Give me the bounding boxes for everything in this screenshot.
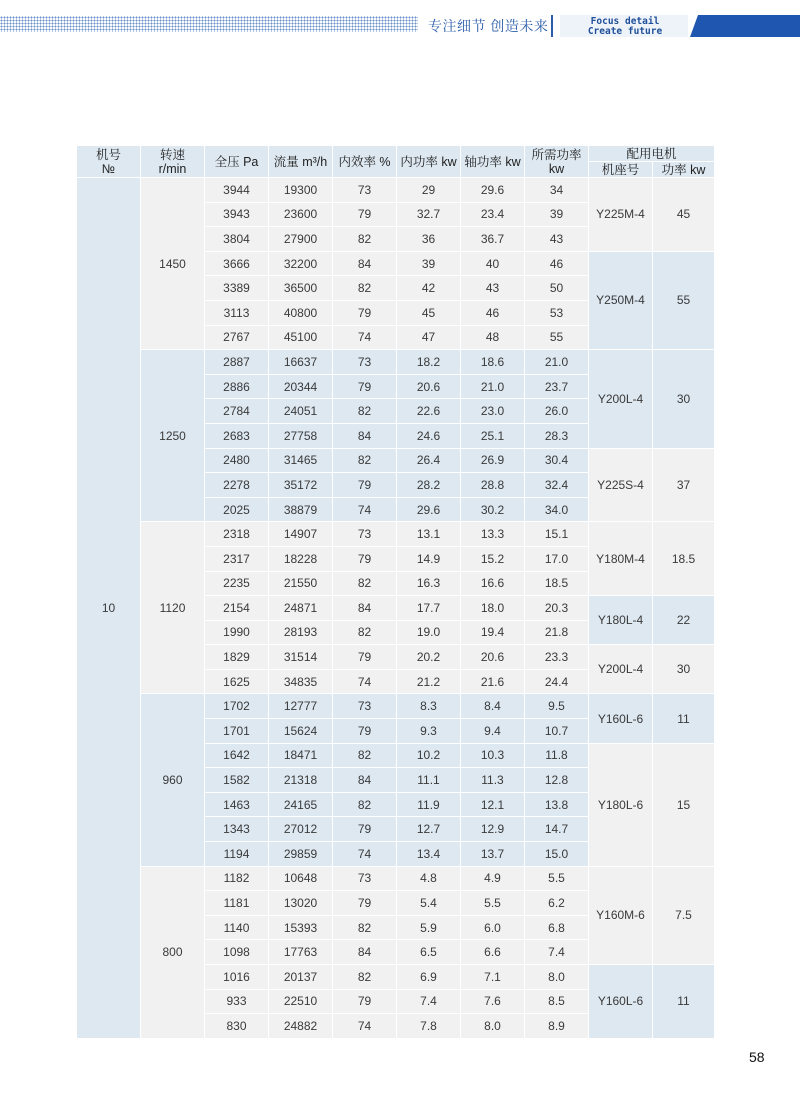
cell-efficiency: 82 <box>333 276 397 301</box>
dot-pattern-decoration <box>0 16 418 32</box>
cell-motor-frame: Y180L-4 <box>589 596 653 645</box>
cell-pressure: 3666 <box>205 251 269 276</box>
cell-model-no: 10 <box>77 178 141 1039</box>
cell-efficiency: 79 <box>333 989 397 1014</box>
cell-efficiency: 79 <box>333 546 397 571</box>
header-motor-frame: 机座号 <box>589 162 653 178</box>
header-flow: 流量 m³/h <box>269 146 333 178</box>
cell-required-power: 8.0 <box>525 965 589 990</box>
cell-efficiency: 79 <box>333 202 397 227</box>
cell-efficiency: 82 <box>333 915 397 940</box>
cell-internal-power: 16.3 <box>397 571 461 596</box>
cell-flow: 20344 <box>269 374 333 399</box>
cell-internal-power: 22.6 <box>397 399 461 424</box>
cell-pressure: 1016 <box>205 965 269 990</box>
cell-internal-power: 19.0 <box>397 620 461 645</box>
cell-efficiency: 74 <box>333 325 397 350</box>
cell-shaft-power: 6.6 <box>461 940 525 965</box>
cell-shaft-power: 8.0 <box>461 1014 525 1039</box>
table-row <box>77 350 715 375</box>
cell-efficiency: 84 <box>333 768 397 793</box>
cell-motor-power: 11 <box>653 965 715 1039</box>
cell-internal-power: 26.4 <box>397 448 461 473</box>
cell-required-power: 26.0 <box>525 399 589 424</box>
cell-shaft-power: 28.8 <box>461 473 525 498</box>
cell-flow: 27900 <box>269 227 333 252</box>
cell-shaft-power: 30.2 <box>461 497 525 522</box>
cell-flow: 23600 <box>269 202 333 227</box>
cell-required-power: 34.0 <box>525 497 589 522</box>
cell-flow: 14907 <box>269 522 333 547</box>
cell-shaft-power: 15.2 <box>461 546 525 571</box>
cell-motor-power: 7.5 <box>653 866 715 964</box>
cell-shaft-power: 13.7 <box>461 842 525 867</box>
cell-efficiency: 82 <box>333 399 397 424</box>
cell-required-power: 46 <box>525 251 589 276</box>
cell-efficiency: 82 <box>333 965 397 990</box>
cell-shaft-power: 13.3 <box>461 522 525 547</box>
cell-shaft-power: 12.1 <box>461 792 525 817</box>
cell-flow: 18471 <box>269 743 333 768</box>
cell-shaft-power: 23.0 <box>461 399 525 424</box>
cell-efficiency: 73 <box>333 522 397 547</box>
cell-flow: 10648 <box>269 866 333 891</box>
cell-required-power: 23.7 <box>525 374 589 399</box>
cell-speed: 1250 <box>141 350 205 522</box>
cell-shaft-power: 7.1 <box>461 965 525 990</box>
cell-internal-power: 14.9 <box>397 546 461 571</box>
cell-efficiency: 79 <box>333 891 397 916</box>
header-english-slogan <box>566 17 684 37</box>
cell-motor-frame: Y160L-6 <box>589 694 653 743</box>
cell-shaft-power: 43 <box>461 276 525 301</box>
header-required-power-line2: kw <box>548 161 565 176</box>
cell-flow: 27758 <box>269 423 333 448</box>
cell-pressure: 1343 <box>205 817 269 842</box>
cell-internal-power: 4.8 <box>397 866 461 891</box>
cell-pressure: 2887 <box>205 350 269 375</box>
cell-flow: 19300 <box>269 178 333 203</box>
cell-efficiency: 74 <box>333 1014 397 1039</box>
cell-flow: 24882 <box>269 1014 333 1039</box>
cell-required-power: 6.8 <box>525 915 589 940</box>
cell-efficiency: 82 <box>333 792 397 817</box>
cell-internal-power: 21.2 <box>397 669 461 694</box>
cell-pressure: 1098 <box>205 940 269 965</box>
header-blue-stripe <box>690 15 800 37</box>
cell-efficiency: 84 <box>333 423 397 448</box>
cell-shaft-power: 6.0 <box>461 915 525 940</box>
cell-internal-power: 5.9 <box>397 915 461 940</box>
header-required-power-line1: 所需功率 <box>531 147 582 162</box>
cell-required-power: 32.4 <box>525 473 589 498</box>
cell-internal-power: 5.4 <box>397 891 461 916</box>
cell-required-power: 18.5 <box>525 571 589 596</box>
cell-required-power: 8.9 <box>525 1014 589 1039</box>
cell-shaft-power: 29.6 <box>461 178 525 203</box>
cell-shaft-power: 16.6 <box>461 571 525 596</box>
fan-performance-table <box>76 145 715 1039</box>
cell-efficiency: 74 <box>333 497 397 522</box>
cell-internal-power: 6.9 <box>397 965 461 990</box>
cell-internal-power: 32.7 <box>397 202 461 227</box>
header-speed-line1: 转速 <box>159 147 185 162</box>
cell-flow: 15393 <box>269 915 333 940</box>
cell-pressure: 1701 <box>205 719 269 744</box>
cell-shaft-power: 40 <box>461 251 525 276</box>
header-efficiency: 内效率 % <box>333 146 397 178</box>
cell-internal-power: 45 <box>397 300 461 325</box>
cell-pressure: 1182 <box>205 866 269 891</box>
cell-efficiency: 79 <box>333 300 397 325</box>
cell-motor-power: 15 <box>653 743 715 866</box>
header-motor: 配用电机 <box>589 146 715 162</box>
cell-efficiency: 74 <box>333 669 397 694</box>
cell-internal-power: 29.6 <box>397 497 461 522</box>
cell-shaft-power: 5.5 <box>461 891 525 916</box>
cell-pressure: 2767 <box>205 325 269 350</box>
cell-flow: 29859 <box>269 842 333 867</box>
cell-shaft-power: 18.6 <box>461 350 525 375</box>
cell-shaft-power: 36.7 <box>461 227 525 252</box>
cell-motor-frame: Y200L-4 <box>589 645 653 694</box>
cell-shaft-power: 7.6 <box>461 989 525 1014</box>
cell-motor-frame: Y225M-4 <box>589 178 653 252</box>
cell-flow: 24165 <box>269 792 333 817</box>
cell-pressure: 1702 <box>205 694 269 719</box>
header-en-line2: Create future <box>587 26 663 37</box>
cell-motor-frame: Y200L-4 <box>589 350 653 448</box>
cell-motor-power: 30 <box>653 645 715 694</box>
cell-shaft-power: 8.4 <box>461 694 525 719</box>
cell-internal-power: 7.4 <box>397 989 461 1014</box>
cell-required-power: 53 <box>525 300 589 325</box>
header-pressure: 全压 Pa <box>205 146 269 178</box>
cell-pressure: 3944 <box>205 178 269 203</box>
cell-required-power: 11.8 <box>525 743 589 768</box>
cell-flow: 45100 <box>269 325 333 350</box>
cell-efficiency: 79 <box>333 473 397 498</box>
cell-flow: 36500 <box>269 276 333 301</box>
header-shaft-power: 轴功率 kw <box>461 146 525 178</box>
cell-internal-power: 13.4 <box>397 842 461 867</box>
cell-required-power: 21.8 <box>525 620 589 645</box>
cell-efficiency: 84 <box>333 251 397 276</box>
cell-efficiency: 82 <box>333 620 397 645</box>
cell-pressure: 1642 <box>205 743 269 768</box>
cell-required-power: 8.5 <box>525 989 589 1014</box>
cell-flow: 12777 <box>269 694 333 719</box>
cell-flow: 22510 <box>269 989 333 1014</box>
header-tagline: 专注细节 创造未来 <box>428 18 549 34</box>
cell-efficiency: 73 <box>333 866 397 891</box>
cell-pressure: 2683 <box>205 423 269 448</box>
cell-internal-power: 11.1 <box>397 768 461 793</box>
cell-internal-power: 20.2 <box>397 645 461 670</box>
page-header <box>0 0 800 40</box>
cell-shaft-power: 21.6 <box>461 669 525 694</box>
cell-pressure: 2235 <box>205 571 269 596</box>
cell-shaft-power: 19.4 <box>461 620 525 645</box>
cell-internal-power: 42 <box>397 276 461 301</box>
table-row <box>77 178 715 203</box>
cell-flow: 31465 <box>269 448 333 473</box>
cell-motor-power: 37 <box>653 448 715 522</box>
cell-flow: 17763 <box>269 940 333 965</box>
cell-flow: 32200 <box>269 251 333 276</box>
cell-flow: 20137 <box>269 965 333 990</box>
cell-flow: 40800 <box>269 300 333 325</box>
cell-pressure: 3804 <box>205 227 269 252</box>
cell-required-power: 17.0 <box>525 546 589 571</box>
cell-internal-power: 17.7 <box>397 596 461 621</box>
cell-efficiency: 79 <box>333 645 397 670</box>
cell-required-power: 55 <box>525 325 589 350</box>
cell-efficiency: 79 <box>333 719 397 744</box>
table-body <box>77 178 715 1039</box>
cell-flow: 38879 <box>269 497 333 522</box>
cell-efficiency: 82 <box>333 448 397 473</box>
cell-pressure: 2154 <box>205 596 269 621</box>
header-model-no-line2: № <box>101 161 116 176</box>
cell-shaft-power: 48 <box>461 325 525 350</box>
cell-pressure: 2480 <box>205 448 269 473</box>
cell-pressure: 2318 <box>205 522 269 547</box>
header-internal-power: 内功率 kw <box>397 146 461 178</box>
cell-required-power: 21.0 <box>525 350 589 375</box>
cell-motor-power: 45 <box>653 178 715 252</box>
cell-required-power: 43 <box>525 227 589 252</box>
cell-pressure: 830 <box>205 1014 269 1039</box>
cell-speed: 1450 <box>141 178 205 350</box>
cell-required-power: 13.8 <box>525 792 589 817</box>
cell-motor-power: 18.5 <box>653 522 715 596</box>
cell-speed: 960 <box>141 694 205 866</box>
cell-required-power: 5.5 <box>525 866 589 891</box>
cell-pressure: 1194 <box>205 842 269 867</box>
cell-pressure: 1181 <box>205 891 269 916</box>
cell-internal-power: 39 <box>397 251 461 276</box>
cell-required-power: 39 <box>525 202 589 227</box>
cell-required-power: 34 <box>525 178 589 203</box>
cell-pressure: 2025 <box>205 497 269 522</box>
cell-shaft-power: 20.6 <box>461 645 525 670</box>
cell-shaft-power: 4.9 <box>461 866 525 891</box>
cell-pressure: 3943 <box>205 202 269 227</box>
cell-internal-power: 28.2 <box>397 473 461 498</box>
cell-internal-power: 13.1 <box>397 522 461 547</box>
cell-efficiency: 82 <box>333 571 397 596</box>
header-speed <box>141 146 205 178</box>
cell-efficiency: 84 <box>333 940 397 965</box>
page-number: 58 <box>749 1049 765 1065</box>
cell-internal-power: 6.5 <box>397 940 461 965</box>
cell-pressure: 2784 <box>205 399 269 424</box>
header-model-no-line1: 机号 <box>95 147 121 162</box>
cell-flow: 16637 <box>269 350 333 375</box>
cell-shaft-power: 18.0 <box>461 596 525 621</box>
cell-pressure: 1582 <box>205 768 269 793</box>
cell-internal-power: 18.2 <box>397 350 461 375</box>
cell-pressure: 933 <box>205 989 269 1014</box>
cell-efficiency: 74 <box>333 842 397 867</box>
cell-required-power: 50 <box>525 276 589 301</box>
cell-shaft-power: 25.1 <box>461 423 525 448</box>
cell-pressure: 2317 <box>205 546 269 571</box>
cell-pressure: 2886 <box>205 374 269 399</box>
cell-shaft-power: 21.0 <box>461 374 525 399</box>
cell-flow: 24871 <box>269 596 333 621</box>
cell-internal-power: 8.3 <box>397 694 461 719</box>
cell-pressure: 1140 <box>205 915 269 940</box>
cell-pressure: 1829 <box>205 645 269 670</box>
cell-motor-power: 11 <box>653 694 715 743</box>
header-motor-power: 功率 kw <box>653 162 715 178</box>
cell-pressure: 1625 <box>205 669 269 694</box>
cell-required-power: 6.2 <box>525 891 589 916</box>
cell-efficiency: 84 <box>333 596 397 621</box>
header-required-power <box>525 146 589 178</box>
cell-required-power: 9.5 <box>525 694 589 719</box>
cell-required-power: 23.3 <box>525 645 589 670</box>
cell-flow: 21318 <box>269 768 333 793</box>
cell-shaft-power: 10.3 <box>461 743 525 768</box>
cell-required-power: 15.0 <box>525 842 589 867</box>
cell-efficiency: 79 <box>333 817 397 842</box>
cell-flow: 34835 <box>269 669 333 694</box>
cell-required-power: 24.4 <box>525 669 589 694</box>
cell-motor-frame: Y160M-6 <box>589 866 653 964</box>
cell-pressure: 3389 <box>205 276 269 301</box>
cell-required-power: 20.3 <box>525 596 589 621</box>
cell-internal-power: 9.3 <box>397 719 461 744</box>
cell-flow: 27012 <box>269 817 333 842</box>
cell-internal-power: 11.9 <box>397 792 461 817</box>
cell-shaft-power: 12.9 <box>461 817 525 842</box>
header-model-no <box>77 146 141 178</box>
cell-speed: 800 <box>141 866 205 1038</box>
cell-pressure: 1463 <box>205 792 269 817</box>
table-header-row <box>77 146 715 162</box>
cell-flow: 21550 <box>269 571 333 596</box>
cell-internal-power: 10.2 <box>397 743 461 768</box>
cell-motor-power: 55 <box>653 251 715 349</box>
header-divider <box>551 15 553 37</box>
table-row <box>77 694 715 719</box>
cell-flow: 28193 <box>269 620 333 645</box>
cell-motor-frame: Y180L-6 <box>589 743 653 866</box>
cell-flow: 18228 <box>269 546 333 571</box>
cell-internal-power: 24.6 <box>397 423 461 448</box>
cell-required-power: 30.4 <box>525 448 589 473</box>
cell-motor-frame: Y250M-4 <box>589 251 653 349</box>
cell-motor-frame: Y180M-4 <box>589 522 653 596</box>
cell-efficiency: 73 <box>333 178 397 203</box>
header-speed-line2: r/min <box>158 161 187 176</box>
cell-shaft-power: 23.4 <box>461 202 525 227</box>
cell-internal-power: 7.8 <box>397 1014 461 1039</box>
cell-shaft-power: 46 <box>461 300 525 325</box>
cell-motor-frame: Y160L-6 <box>589 965 653 1039</box>
cell-motor-power: 30 <box>653 350 715 448</box>
cell-internal-power: 36 <box>397 227 461 252</box>
cell-required-power: 28.3 <box>525 423 589 448</box>
cell-required-power: 10.7 <box>525 719 589 744</box>
cell-flow: 15624 <box>269 719 333 744</box>
header-en-line1: Focus detail <box>590 16 660 27</box>
cell-shaft-power: 11.3 <box>461 768 525 793</box>
cell-efficiency: 82 <box>333 743 397 768</box>
cell-flow: 24051 <box>269 399 333 424</box>
cell-efficiency: 82 <box>333 227 397 252</box>
cell-pressure: 3113 <box>205 300 269 325</box>
cell-flow: 13020 <box>269 891 333 916</box>
cell-pressure: 1990 <box>205 620 269 645</box>
cell-required-power: 12.8 <box>525 768 589 793</box>
cell-flow: 31514 <box>269 645 333 670</box>
cell-efficiency: 73 <box>333 350 397 375</box>
cell-efficiency: 79 <box>333 374 397 399</box>
cell-internal-power: 29 <box>397 178 461 203</box>
cell-internal-power: 20.6 <box>397 374 461 399</box>
cell-motor-frame: Y225S-4 <box>589 448 653 522</box>
cell-internal-power: 12.7 <box>397 817 461 842</box>
table-row <box>77 866 715 891</box>
cell-internal-power: 47 <box>397 325 461 350</box>
cell-shaft-power: 9.4 <box>461 719 525 744</box>
cell-required-power: 15.1 <box>525 522 589 547</box>
table-row <box>77 522 715 547</box>
cell-flow: 35172 <box>269 473 333 498</box>
cell-required-power: 14.7 <box>525 817 589 842</box>
cell-efficiency: 73 <box>333 694 397 719</box>
cell-motor-power: 22 <box>653 596 715 645</box>
cell-pressure: 2278 <box>205 473 269 498</box>
cell-speed: 1120 <box>141 522 205 694</box>
cell-required-power: 7.4 <box>525 940 589 965</box>
cell-shaft-power: 26.9 <box>461 448 525 473</box>
